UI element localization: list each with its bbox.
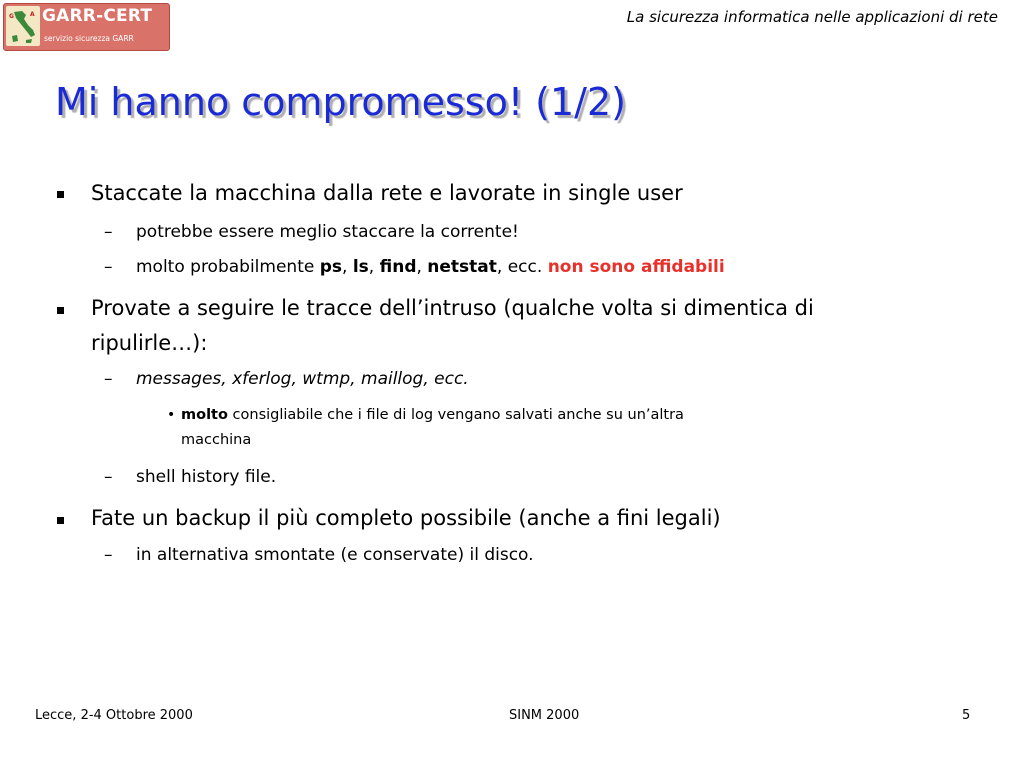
bullet-text: Provate a seguire le tracce dell’intruso (qualche volta si dimentica di bbox=[91, 296, 814, 320]
command-ls: ls bbox=[352, 257, 369, 277]
dash-bullet: – bbox=[104, 369, 113, 389]
sub-sub-bullet-continued: macchina bbox=[181, 432, 252, 448]
text-fragment: , bbox=[342, 257, 353, 277]
dash-bullet: – bbox=[104, 257, 113, 277]
page-number: 5 bbox=[962, 708, 971, 723]
logo-title: GARR-CERT bbox=[42, 6, 153, 26]
footer-conference: SINM 2000 bbox=[509, 708, 580, 723]
sub-sub-bullet-text bbox=[181, 407, 684, 423]
text-fragment: molto probabilmente bbox=[136, 257, 320, 277]
bullet-text: Staccate la macchina dalla rete e lavorate in single user bbox=[91, 181, 683, 205]
footer-location-date: Lecce, 2-4 Ottobre 2000 bbox=[35, 708, 193, 723]
text-fragment: , ecc. bbox=[496, 257, 548, 277]
square-bullet-icon bbox=[57, 191, 64, 198]
round-bullet: • bbox=[167, 407, 176, 423]
text-fragment: , bbox=[368, 257, 380, 277]
sub-bullet-text: potrebbe essere meglio staccare la corrente! bbox=[136, 222, 519, 242]
slide-title: Mi hanno compromesso! (1/2) bbox=[55, 80, 626, 124]
square-bullet-icon bbox=[57, 517, 64, 524]
svg-text:A: A bbox=[30, 11, 35, 18]
emphasis-text: molto bbox=[181, 407, 228, 423]
bullet-text-continued: ripulirle…): bbox=[91, 331, 208, 355]
text-fragment: , bbox=[416, 257, 428, 277]
sub-bullet-logs: messages, xferlog, wtmp, maillog, ecc. bbox=[136, 369, 469, 389]
command-netstat: netstat bbox=[427, 257, 497, 277]
dash-bullet: – bbox=[104, 222, 113, 242]
warning-text: non sono affidabili bbox=[547, 257, 725, 277]
dash-bullet: – bbox=[104, 467, 113, 487]
presentation-subtitle: La sicurezza informatica nelle applicazioni di rete bbox=[626, 8, 998, 26]
italy-map-icon bbox=[6, 6, 40, 46]
text-fragment: consigliabile che i file di log vengano salvati anche su un’altra bbox=[227, 407, 684, 423]
sub-bullet-commands bbox=[136, 257, 725, 277]
command-find: find bbox=[379, 257, 417, 277]
logo-subtitle: servizio sicurezza GARR bbox=[44, 34, 134, 43]
garr-cert-logo bbox=[3, 3, 170, 51]
square-bullet-icon bbox=[57, 307, 64, 314]
svg-text:G: G bbox=[9, 13, 14, 20]
sub-bullet-text: in alternativa smontate (e conservate) il disco. bbox=[136, 545, 534, 565]
dash-bullet: – bbox=[104, 545, 113, 565]
sub-bullet-text: shell history file. bbox=[136, 467, 277, 487]
command-ps: ps bbox=[319, 257, 343, 277]
bullet-text: Fate un backup il più completo possibile (anche a fini legali) bbox=[91, 506, 721, 530]
